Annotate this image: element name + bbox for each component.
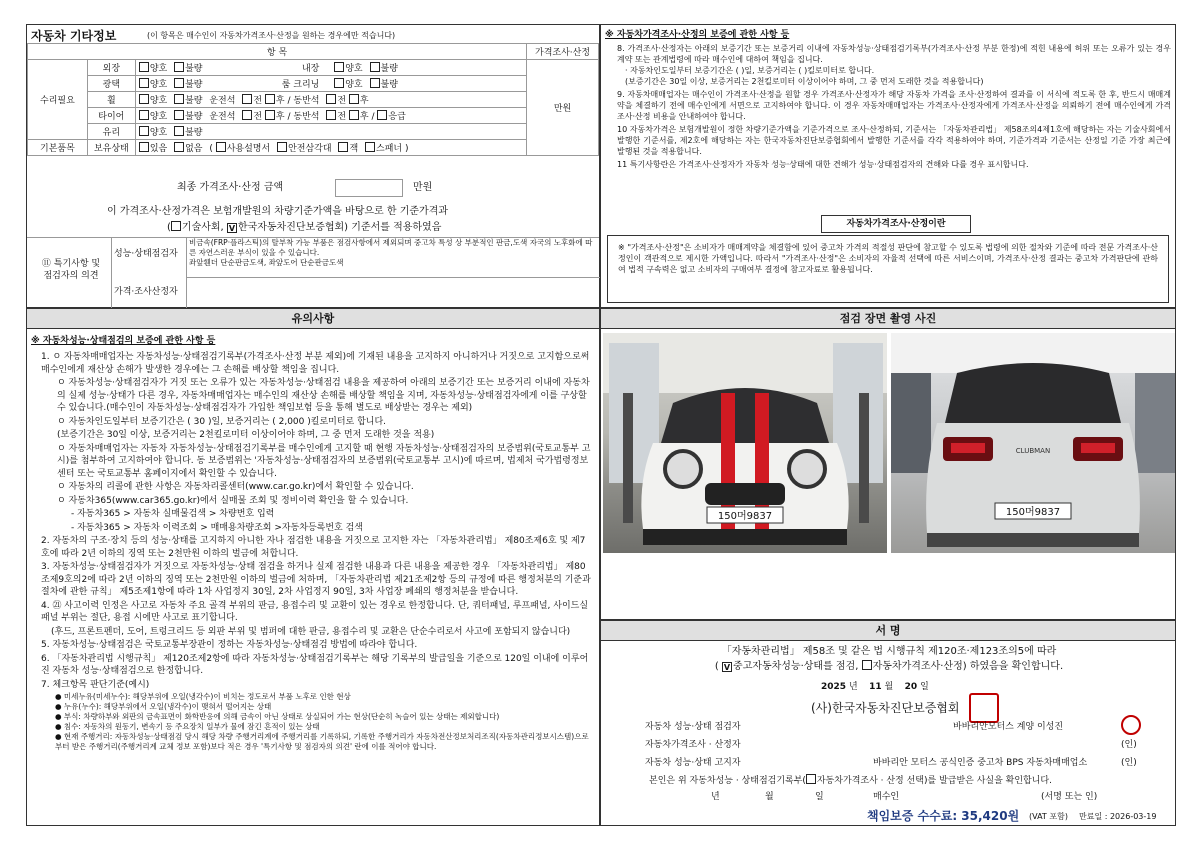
checkbox-equip-none[interactable] bbox=[174, 142, 184, 152]
notice-panel bbox=[26, 308, 600, 826]
notice-item: 3. 자동차성능·상태점검자가 거짓으로 자동차성능·상태 점검을 하거나 실제 점검한 내용과 다른 내용을 제공한 경우 「자동차관리법」 제80조제9호의2에 따라 2년 이하의 징역 또는 2천만원 이하의 벌금에 처하며, 「자동차관리법 제21조제2항 등의 규정에 따른 행정처분의 기준과 절차에 관한 규칙」 제5조제1항에 따라 1차 사업정지 30일, 2차 사업정지 90일, 3차 사업장 폐쇄의 행정처분을 받습니다. bbox=[41, 562, 591, 597]
price-notice-panel bbox=[600, 24, 1176, 308]
buyer-confirm: 본인은 위 자동차성능 · 상태점검기록부( 자동차가격조사 · 산정 선택)를 발급받은 사실을 확인합니다. bbox=[649, 776, 1052, 786]
special-section bbox=[27, 237, 599, 307]
checkbox-buyer-price[interactable] bbox=[806, 774, 816, 784]
front-photo bbox=[603, 333, 887, 553]
checkbox-triangle[interactable] bbox=[277, 142, 287, 152]
price-box-text: ※ "가격조사·산정"은 소비자가 매매계약을 체결함에 있어 중고차 가격의 적절성 판단에 참고할 수 있도록 법령에 의한 절차와 기준에 따라 전문 가격조사·산정인이 객관적으로 제시한 가액입니다. 따라서 "가격조사·산정"은 소비자의 자율적 선택에 따른 서비스이며, 가격조사·산정 결과는 중고차 가격판단에 관하여 법적 구속력은 없고 소비자의 구매여부 결정에 참고자료로 활용됩니다. bbox=[618, 243, 1158, 274]
checkbox-spanner[interactable] bbox=[365, 142, 375, 152]
price-seal: (인) bbox=[1121, 740, 1137, 750]
criteria-item: ● 미세누유(미세누수): 해당부위에 오일(냉각수)이 비치는 정도로서 부품 노후로 인한 현상 bbox=[55, 692, 351, 701]
checkbox-wheel-driver-rear[interactable] bbox=[265, 94, 275, 104]
perf-opinion: 비금속(FRP·플라스틱)의 탈부착 가능 부품은 점검사항에서 제외되며 중고차 특성 상 부분적인 판금,도색 자국의 노후화에 따른 자연스러운 부식이 있을 수 있습니다. 좌앞휀더 단순판금도색, 좌앞도어 단순판금도색 bbox=[189, 238, 593, 267]
row-polish-options: 양호 불량 룸 크리닝 양호 불량 bbox=[135, 76, 526, 92]
rear-plate: 150머9837 bbox=[1005, 507, 1061, 518]
checkbox-perf-check[interactable]: V bbox=[723, 663, 731, 672]
checkbox-wheel-pass-front[interactable] bbox=[326, 94, 336, 104]
row-wheel-options: 양호 불량 운전석 전 후 / 동반석 전 후 bbox=[135, 92, 526, 108]
row-interior: 내장 bbox=[301, 64, 320, 74]
special-label: ⑪ 특기사항 및 점검자의 의견 bbox=[41, 259, 101, 281]
notice-item: 7. 체크항목 판단기준(예시) bbox=[41, 679, 150, 690]
checkbox-kadia[interactable]: V bbox=[228, 224, 236, 233]
notice-p8: 8. 가격조사·산정자는 아래의 보증기간 또는 보증거리 이내에 자동차성능·상태점검기록부(가격조사·산정 부분 한정)에 적힌 내용에 허위 또는 오류가 있는 경우 계약 또는 관계법령에 따라 매수인에 대하여 책임을 집니다. bbox=[617, 44, 1171, 64]
checkbox-manual[interactable] bbox=[216, 142, 226, 152]
sign-line2: ( V 중고자동차성능·상태를 점검, 자동차가격조사·산정) 하였음을 확인합니다. bbox=[714, 661, 1064, 672]
criteria-item: ● 누유(누수): 해당부위에서 오일(냉각수)이 맺혀서 떨어지는 상태 bbox=[55, 702, 272, 711]
price-label: 가격·조사산정자 bbox=[114, 287, 178, 297]
notice-item: ㅇ 자동차매매업자는 자동차 자동차성능·상태점검기록부를 매수인에게 고지할 때 현행 자동차성능·상태점검자의 보증범위(국토교통부 고시)를 첨부하여 고지하여야 합니다. 동 보증범위는 '자동차성능·상태점검자의 보증범위(국토교통부 고시)에 따르며, 법제처 국가법령정보센터 또는 국토교통부 홈페이지에서 확인할 수 있습니다. bbox=[57, 443, 591, 479]
checkbox-jack[interactable] bbox=[338, 142, 348, 152]
sign-line1: 「자동차관리법」 제58조 및 같은 법 시행규칙 제120조·제123조의5에 따라 bbox=[721, 646, 1057, 657]
price-box-title: 자동차가격조사·산정이란 bbox=[821, 215, 971, 233]
perf-seal-stamp bbox=[1121, 715, 1141, 735]
checkbox-polish-good[interactable] bbox=[139, 78, 149, 88]
notice-item: 1. ㅇ 자동차매매업자는 자동차성능·상태점검기록부(가격조사·산정 부분 제외)에 기재된 내용을 고지하지 아니하거나 거짓으로 고지함으로써 매수인에게 재산상 손해가 발생한 경우에는 그 손해를 배상할 책임을 집니다. bbox=[41, 352, 590, 375]
notice-item: ㅇ 자동차365(www.car365.go.kr)에서 실매물 조회 및 정비이력 확인을 할 수 있습니다. bbox=[57, 495, 409, 506]
etc-table bbox=[27, 43, 599, 156]
expiry-date: 만료일 : 2026-03-19 bbox=[1079, 812, 1157, 821]
buyer-label: 매수인 bbox=[873, 792, 900, 802]
notice-role: 자동차 성능·상태 고지자 bbox=[645, 758, 741, 768]
notice-p11: 11 특기사항란은 가격조사·산정자가 자동차 성능·상태에 대한 견해가 성능·상태점검자의 견해와 다를 경우 표시합니다. bbox=[617, 160, 1029, 169]
price-role: 자동차가격조사 · 산정자 bbox=[645, 740, 741, 750]
notice-seal: (인) bbox=[1121, 758, 1137, 768]
checkbox-tire-driver-rear[interactable] bbox=[265, 110, 275, 120]
fee-label: 책임보증 수수료: 35,420원 bbox=[867, 809, 1020, 823]
checkbox-tire-driver-front[interactable] bbox=[242, 110, 252, 120]
notice-p10: 10 자동차가격은 보험개발원이 정한 차량기준가액을 기준가격으로 조사·산정하되, 기준서는 「자동차관리법」 제58조의4제1호에 해당하는 자는 기술사회에서 발행한 기준서를, 제2호에 해당하는 자는 한국자동차진단보증협회에서 발행한 기준서를 각각 적용하여야 하며, 기준가격과 기준서는 산정일 기준 가장 최근에 발행된 것을 적용합니다. bbox=[617, 125, 1171, 156]
row-glass: 유리 bbox=[87, 124, 135, 140]
notice-item: 6. 「자동차관리법 시행규칙」 제120조제2항에 따라 자동차성능·상태점검기록부는 해당 기록부의 발급일을 기준으로 120일 이내에 이루어진 자동차 성능·상태점검으로 한정합니다. bbox=[41, 653, 589, 676]
basic-label: 기본품목 bbox=[28, 140, 88, 156]
checkbox-wheel-bad[interactable] bbox=[174, 94, 184, 104]
photo-header: 점검 장면 촬영 사진 bbox=[601, 309, 1175, 329]
checkbox-tire-bad[interactable] bbox=[174, 110, 184, 120]
sign-panel bbox=[600, 620, 1176, 826]
final-price-input[interactable] bbox=[335, 179, 403, 197]
etc-title: 자동차 기타정보 bbox=[31, 29, 117, 43]
notice-item: 2. 자동차의 구조·장치 등의 성능·상태를 고지하지 아니한 자나 점검한 내용을 거짓으로 고지한 자는 「자동차관리법」 제80조제6호 및 제7호에 따라 2년 이하의 징역 또는 2천만원 이하의 벌금에 처합니다. bbox=[41, 536, 586, 559]
notice-list bbox=[41, 351, 591, 752]
notice-name: 바바리안 모터스 공식인증 중고차 BPS 자동차매매업소 bbox=[873, 758, 1088, 768]
notice-p8c: (보증기간은 30일 이상, 보증거리는 2천킬로미터 이상이어야 하며, 그 중 먼저 도래한 것을 적용합니다) bbox=[625, 77, 984, 86]
checkbox-tech-society[interactable] bbox=[171, 221, 181, 231]
row-exterior: 외장 bbox=[87, 60, 135, 76]
notice-header: 유의사항 bbox=[27, 309, 599, 329]
checkbox-glass-bad[interactable] bbox=[174, 126, 184, 136]
row-tire-options: 양호 불량 운전석 전 후 / 동반석 전 후 / 응급 bbox=[135, 108, 526, 124]
checkbox-tire-emergency[interactable] bbox=[377, 110, 387, 120]
repair-label: 수리필요 bbox=[28, 60, 88, 140]
checkbox-cleaning-good[interactable] bbox=[334, 78, 344, 88]
sign-header: 서 명 bbox=[601, 621, 1175, 641]
notice-p8b: · 자동차인도일부터 보증기간은 ( )일, 보증거리는 ( )킬로미터로 합니다. bbox=[625, 66, 875, 75]
checkbox-exterior-bad[interactable] bbox=[174, 62, 184, 72]
final-price-label: 최종 가격조사·산정 금액 bbox=[177, 182, 284, 193]
row-equipment: 보유상태 bbox=[87, 140, 135, 156]
row-tire: 타이어 bbox=[87, 108, 135, 124]
basis-line2: ( 기술사회, V 한국자동차진단보증협회) 기준서를 적용하였음 bbox=[167, 222, 442, 233]
buyer-sign: (서명 또는 인) bbox=[1041, 792, 1098, 802]
criteria-item: ● 부식: 차량하부와 외판의 금속표면이 화학반응에 의해 금속이 아닌 상태로 상실되어 가는 현상(단순히 녹슬어 있는 상태는 제외합니다) bbox=[55, 712, 500, 721]
sign-date: 2025 년 11 월 20 일 bbox=[821, 682, 929, 692]
checkbox-tire-pass-front[interactable] bbox=[326, 110, 336, 120]
checkbox-interior-good[interactable] bbox=[334, 62, 344, 72]
row-glass-options: 양호 불량 bbox=[135, 124, 526, 140]
fee-vat: (VAT 포함) bbox=[1029, 812, 1068, 821]
notice-item: - 자동차365 > 자동차 이력조회 > 매매용차량조회 >자동차등록번호 검색 bbox=[71, 522, 363, 533]
perf-role: 자동차 성능·상태 점검자 bbox=[645, 722, 741, 732]
rear-photo bbox=[891, 333, 1175, 553]
sign-org: (사)한국자동차진단보증협회 bbox=[811, 701, 960, 715]
checkbox-interior-bad[interactable] bbox=[370, 62, 380, 72]
criteria-item: ● 침수: 자동차의 원동기, 변속기 등 주요장치 일부가 물에 잠긴 흔적이 있는 상태 bbox=[55, 722, 320, 731]
col-item: 항 목 bbox=[28, 44, 527, 60]
checkbox-exterior-good[interactable] bbox=[139, 62, 149, 72]
checkbox-wheel-driver-front[interactable] bbox=[242, 94, 252, 104]
price-notice-title: ※ 자동차가격조사·산정의 보증에 관한 사항 등 bbox=[605, 30, 790, 40]
price-opinion bbox=[186, 278, 600, 308]
row-wheel: 휠 bbox=[87, 92, 135, 108]
notice-item: 4. ㉑ 사고이력 인정은 사고로 자동차 주요 골격 부위의 판금, 용접수리 및 교환이 있는 경우로 한정합니다. 단, 쿼터패널, 루프패널, 사이드실패널 부위는 절단, 용접 시에만 사고로 표기합니다. bbox=[41, 600, 589, 623]
row-room-cleaning: 룸 크리닝 bbox=[281, 80, 320, 90]
checkbox-wheel-pass-rear[interactable] bbox=[349, 94, 359, 104]
row-equipment-options: 있음 없음 ( 사용설명서 안전삼각대 잭 스패너 ) bbox=[135, 140, 526, 156]
notice-p9: 9. 자동차매매업자는 매수인이 가격조사·산정을 원할 경우 가격조사·산정자가 해당 자동차 가격을 조사·산정하여 결과를 이 서식에 적도록 한 후, 반드시 매매계약을 체결하기 전에 매수인에게 서면으로 고지하여야 합니다. 이 경우 자동차매매업자는 가격조사·산정자에게 가격조사·산정을 의뢰하기 전에 매수인에게 가격조사·산정 비용을 안내하여야 합니다. bbox=[617, 90, 1171, 121]
notice-item: ㅇ 자동차인도일부터 보증기간은 ( 30 )일, 보증거리는 ( 2,000 )킬로미터로 합니다. bbox=[57, 416, 387, 427]
blank-month: 월 bbox=[765, 792, 774, 802]
notice-item: ㅇ 자동차성능·상태점검자가 거짓 또는 오류가 있는 자동차성능·상태점검 내용을 제공하여 아래의 보증기간 또는 보증거리 이내에 자동차의 실제 성능·상태가 다른 경우, 자동차매매업자는 매수인의 재산상 손해를 배상할 책임을 지며, 자동차성능·상태점검자에게 이를 구상할 수 있습니다.(매수인이 자동차성능·상태점검자가 가입한 책임보험 등을 통해 별도로 배상받는 경우는 제외) bbox=[57, 378, 590, 413]
perf-label: 성능·상태점검자 bbox=[114, 249, 178, 259]
etc-note: (이 항목은 매수인이 자동차가격조사·산정을 원하는 경우에만 적습니다) bbox=[147, 31, 396, 40]
checkbox-wheel-good[interactable] bbox=[139, 94, 149, 104]
org-seal-stamp bbox=[969, 693, 999, 723]
notice-item: 5. 자동차성능·상태점검은 국토교통부장관이 정하는 자동차성능·상태점검 방법에 따라야 합니다. bbox=[41, 640, 418, 650]
price-box bbox=[607, 235, 1169, 303]
checkbox-equip-have[interactable] bbox=[139, 142, 149, 152]
col-price: 가격조사·산정 bbox=[527, 44, 599, 60]
checkbox-price-check[interactable] bbox=[862, 660, 872, 670]
notice-item: (보증기간은 30일 이상, 보증거리는 2천킬로미터 이상이어야 하며, 그 중 먼저 도래한 것을 적용) bbox=[57, 430, 435, 440]
notice-item: ㅇ 자동차의 리콜에 관한 사항은 자동차리콜센터(www.car.go.kr)에서 확인할 수 있습니다. bbox=[57, 482, 414, 492]
notice-item: - 자동차365 > 자동차 실매물검색 > 차량번호 입력 bbox=[71, 509, 275, 519]
checkbox-glass-good[interactable] bbox=[139, 126, 149, 136]
photo-panel bbox=[600, 308, 1176, 620]
rear-car-image bbox=[891, 333, 1175, 553]
notice-item: (후드, 프론트펜더, 도어, 트렁크리드 등 외판 부위 및 범퍼에 대한 판금, 용접수리 및 교환은 단순수리로서 사고에 포함되지 않습니다) bbox=[51, 626, 571, 637]
blank-year: 년 bbox=[711, 792, 720, 802]
etc-info-panel bbox=[26, 24, 600, 308]
criteria-item: ● 현재 주행거리: 자동차성능·상태점검 당시 해당 차량 주행거리계에 주행거리를 기록하되, 기록한 주행거리가 자동차전산정보처리조직(자동차관리정보시스템)으로부터 받은 주행거리(주행거리계 교체 정보 포함)보다 적은 경우 '특기사항 및 점검자의 의견' 란에 이를 적어야 합니다. bbox=[55, 732, 589, 751]
checkbox-tire-pass-rear[interactable] bbox=[349, 110, 359, 120]
checkbox-cleaning-bad[interactable] bbox=[370, 78, 380, 88]
final-price-unit: 만원 bbox=[413, 182, 433, 193]
rear-badge: CLUBMAN bbox=[1015, 447, 1051, 455]
front-car-image bbox=[603, 333, 887, 553]
row-exterior-options: 양호 불량 내장 양호 불량 bbox=[135, 60, 526, 76]
blank-day: 일 bbox=[815, 792, 824, 802]
checkbox-tire-good[interactable] bbox=[139, 110, 149, 120]
man-won-label: 만원 bbox=[527, 60, 599, 156]
basis-line1: 이 가격조사·산정가격은 보험개발원의 차량기준가액을 바탕으로 한 기준가격과 bbox=[107, 206, 449, 217]
checkbox-polish-bad[interactable] bbox=[174, 78, 184, 88]
row-polish: 광택 bbox=[87, 76, 135, 92]
perf-name: 바바리안모터스 계양 이성진 bbox=[953, 722, 1064, 732]
notice-title: ※ 자동차성능·상태점검의 보증에 관한 사항 등 bbox=[31, 336, 216, 346]
front-plate: 150머9837 bbox=[717, 511, 773, 522]
